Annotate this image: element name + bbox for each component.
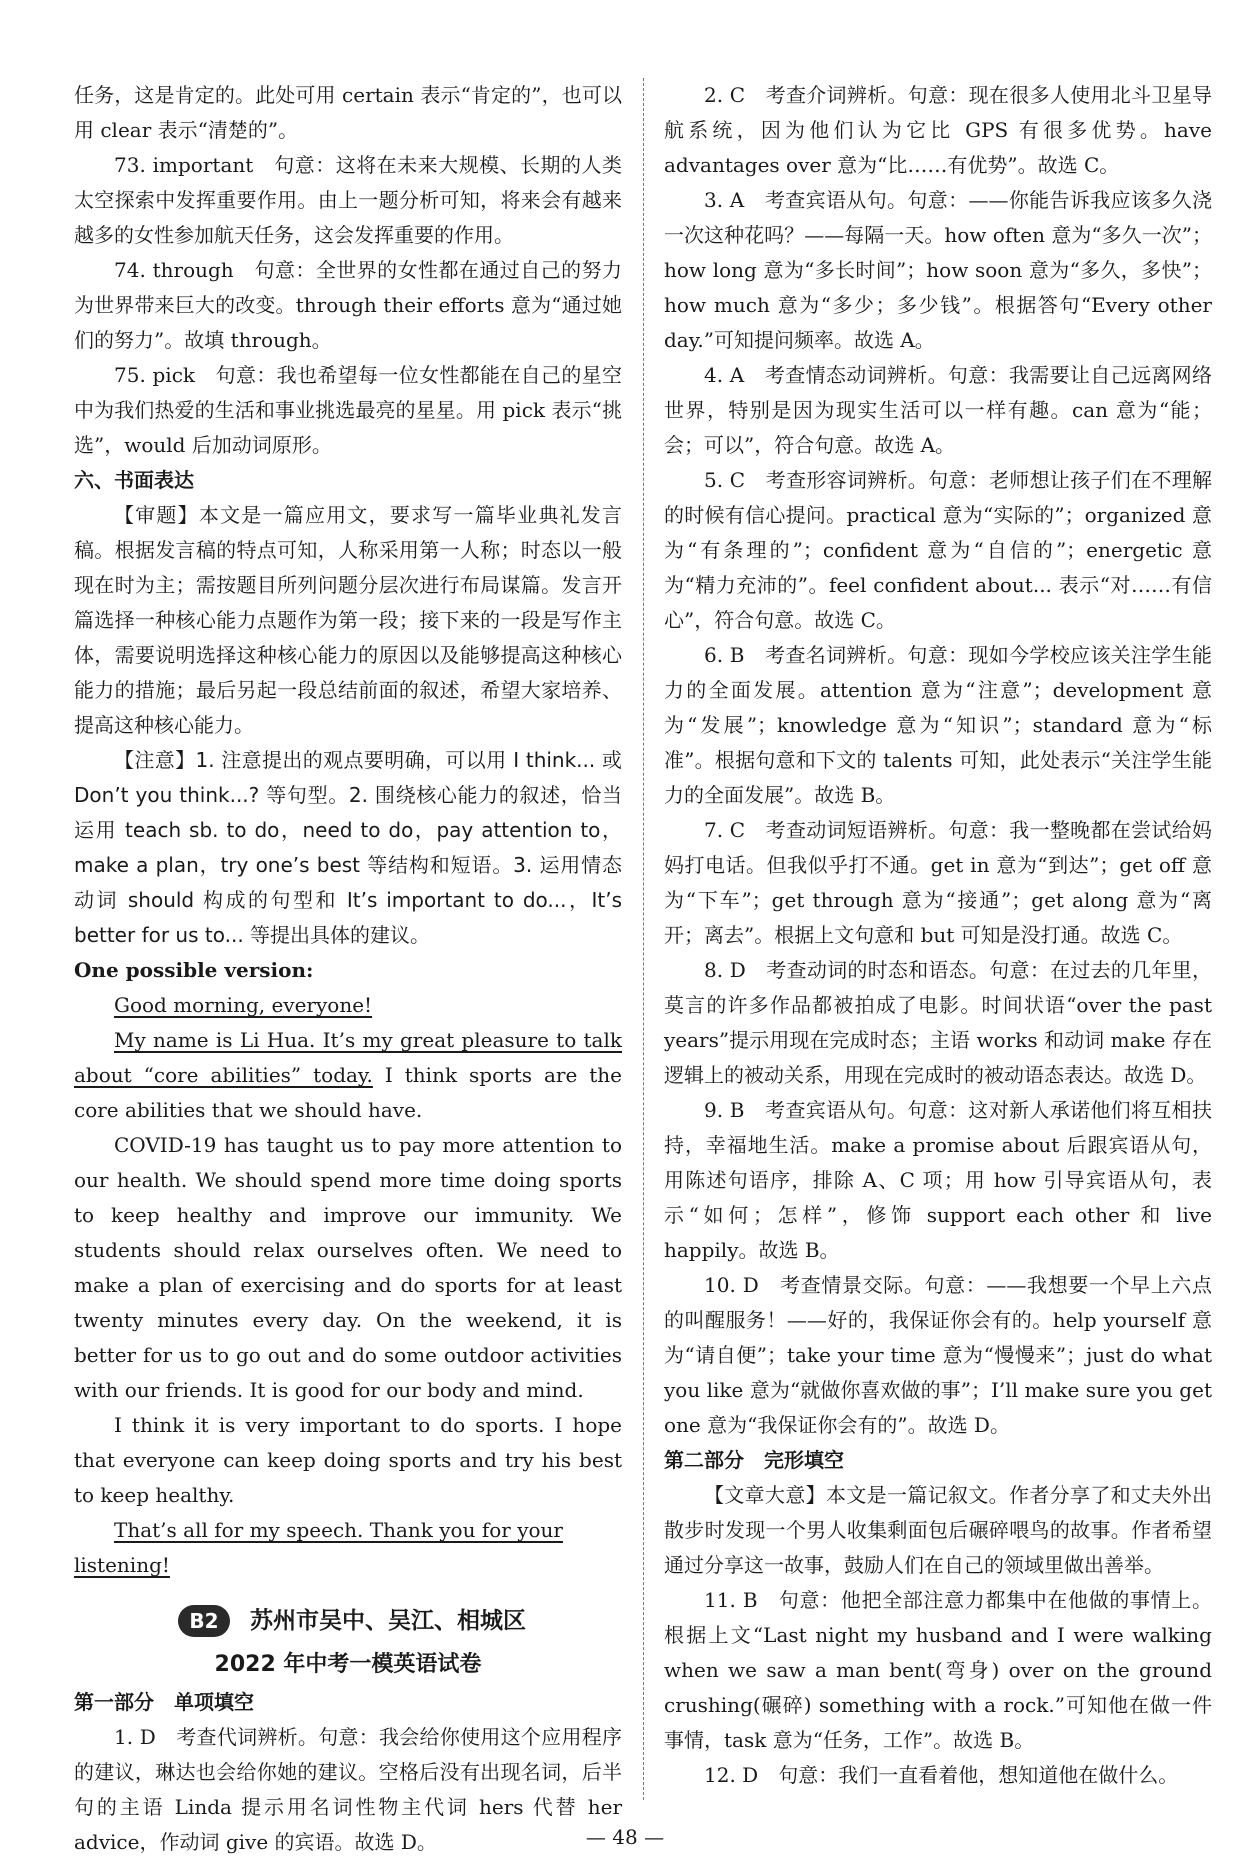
answer-6: 6. B 考查名词辨析。句意：现如今学校应该关注学生能力的全面发展。attention 意为“注意”；development 意为“发展”；knowledge 意为“知识”；standard 意为“标准”。根据句意和下文的 talents 可知，此处表示“关注学生能力的全面发展”。故选 B。 xyxy=(664,643,1212,807)
essay-closing-text: That’s all for my speech. Thank you for your listening! xyxy=(74,1518,563,1577)
exam-region-title: 苏州市吴中、吴江、相城区 xyxy=(250,1608,526,1634)
writing-analysis: 【审题】本文是一篇应用文，要求写一篇毕业典礼发言稿。根据发言稿的特点可知，人称采用第一人称；时态以一般现在时为主；需按题目所列问题分层次进行布局谋篇。发言开篇选择一种核心能力点题作为第一段；接下来的一段是写作主体，需要说明选择这种核心能力的原因以及能够提高这种核心能力的措施；最后另起一段总结前面的叙述，希望大家培养、提高这种核心能力。 xyxy=(74,503,622,737)
column-divider xyxy=(643,78,644,1800)
answer-72-continued: 任务，这是肯定的。此处可用 certain 表示“肯定的”，也可以用 clear 表示“清楚的”。 xyxy=(74,83,622,142)
part-1-heading: 第一部分 单项填空 xyxy=(74,1690,254,1714)
part-2-heading: 第二部分 完形填空 xyxy=(664,1448,844,1472)
passage-summary: 【文章大意】本文是一篇记叙文。作者分享了和丈夫外出散步时发现一个男人收集剩面包后碾碎喂鸟的故事。作者希望通过分享这一故事，鼓励人们在自己的领域里做出善举。 xyxy=(664,1483,1212,1577)
exam-title-banner xyxy=(74,1599,622,1677)
writing-notes: 【注意】1. 注意提出的观点要明确，可以用 I think... 或 Don’t you think...? 等句型。2. 围绕核心能力的叙述，恰当运用 teach sb. to do，need to do，pay attention to，make a plan，try one’s best 等结构和短语。3. 运用情态动词 should 构成的句型和 It’s important to do...，It’s better for us to... 等提出具体的建议。 xyxy=(74,748,622,947)
essay-paragraph-2: COVID-19 has taught us to pay more attention to our health. We should spend more time doing sports to keep healthy and improve our immunity. We students should relax ourselves often. We need to make a plan of exercising and do sports for at least twenty minutes every day. On the weekend, it is better for us to go out and do some outdoor activities with our friends. It is good for our body and mind. xyxy=(74,1133,622,1402)
answer-10: 10. D 考查情景交际。句意：——我想要一个早上六点的叫醒服务！——好的，我保证你会有的。help yourself 意为“请自便”；take your time 意为“慢慢来”；just do what you like 意为“就做你喜欢做的事”；I’ll make sure you get one 意为“我保证你会有的”。故选 D。 xyxy=(664,1273,1212,1437)
answer-75: 75. pick 句意：我也希望每一位女性都能在自己的星空中为我们热爱的生活和事业挑选最亮的星星。用 pick 表示“挑选”，would 后加动词原形。 xyxy=(74,363,622,457)
essay-paragraph-1 xyxy=(74,1023,622,1128)
answer-74: 74. through 句意：全世界的女性都在通过自己的努力为世界带来巨大的改变。through their efforts 意为“通过她们的努力”。故填 through。 xyxy=(74,258,622,352)
answer-3: 3. A 考查宾语从句。句意：——你能告诉我应该多久浇一次这种花吗？——每隔一天。how often 意为“多久一次”；how long 意为“多长时间”；how soon 意为“多久，多快”；how much 意为“多少；多少钱”。根据答句“Every other day.”可知提问频率。故选 A。 xyxy=(664,188,1212,352)
left-column xyxy=(74,78,622,1860)
answer-5: 5. C 考查形容词辨析。句意：老师想让孩子们在不理解的时候有信心提问。practical 意为“实际的”；organized 意为“有条理的”；confident 意为“自信的”；energetic 意为“精力充沛的”。feel confident about... 表示“对……有信心”，符合句意。故选 C。 xyxy=(664,468,1212,632)
answer-8: 8. D 考查动词的时态和语态。句意：在过去的几年里，莫言的许多作品都被拍成了电影。时间状语“over the past years”提示用现在完成时态；主语 works 和动词 make 存在逻辑上的被动关系，用现在完成时的被动语态表达。故选 D。 xyxy=(664,958,1212,1087)
essay-paragraph-1-rest: I think sports are the core abilities that we should have. xyxy=(74,1063,622,1122)
answer-4: 4. A 考查情态动词辨析。句意：我需要让自己远离网络世界，特别是因为现实生活可以一样有趣。can 意为“能；会；可以”，符合句意。故选 A。 xyxy=(664,363,1212,457)
exam-name-title: 2022 年中考一模英语试卷 xyxy=(214,1652,482,1677)
answer-12: 12. D 句意：我们一直看着他，想知道他在做什么。 xyxy=(704,1763,1179,1787)
exam-badge: B2 xyxy=(178,1605,230,1637)
page-number: — 48 — xyxy=(585,1825,665,1849)
essay-greeting-text: Good morning, everyone! xyxy=(114,993,373,1017)
answer-7: 7. C 考查动词短语辨析。句意：我一整晚都在尝试给妈妈打电话。但我似乎打不通。get in 意为“到达”；get off 意为“下车”；get through 意为“接通”；get along 意为“离开；离去”。根据上文句意和 but 可知是没打通。故选 C。 xyxy=(664,818,1212,947)
sample-essay-label: One possible version: xyxy=(74,958,314,982)
essay-greeting xyxy=(74,988,622,1023)
essay-paragraph-3: I think it is very important to do sports. I hope that everyone can keep doing sports and try his best to keep healthy. xyxy=(74,1413,622,1507)
answer-73: 73. important 句意：这将在未来大规模、长期的人类太空探索中发挥重要作用。由上一题分析可知，将来会有越来越多的女性参加航天任务，这会发挥重要的作用。 xyxy=(74,153,622,247)
section-writing-heading: 六、书面表达 xyxy=(74,468,194,492)
answer-1: 1. D 考查代词辨析。句意：我会给你使用这个应用程序的建议，琳达也会给你她的建议。空格后没有出现名词，后半句的主语 Linda 提示用名词性物主代词 hers 代替 her advice，作动词 give 的宾语。故选 D。 xyxy=(74,1725,622,1854)
right-column xyxy=(664,78,1212,1793)
essay-closing xyxy=(74,1513,622,1583)
answer-2: 2. C 考查介词辨析。句意：现在很多人使用北斗卫星导航系统，因为他们认为它比 GPS 有很多优势。have advantages over 意为“比……有优势”。故选 C。 xyxy=(664,83,1212,177)
answer-9: 9. B 考查宾语从句。句意：这对新人承诺他们将互相扶持，幸福地生活。make a promise about 后跟宾语从句，用陈述句语序，排除 A、C 项；用 how 引导宾语从句，表示“如何；怎样”，修饰 support each other 和 live happily。故选 B。 xyxy=(664,1098,1212,1262)
answer-11: 11. B 句意：他把全部注意力都集中在他做的事情上。根据上文“Last night my husband and I were walking when we saw a man bent(弯身) over on the ground crushing(碾碎) something with a rock.”可知他在做一件事情，task 意为“任务，工作”。故选 B。 xyxy=(664,1588,1212,1752)
essay-topic-sentence: My name is Li Hua. It’s my great pleasure to talk about “core abilities” today. xyxy=(74,1028,622,1087)
